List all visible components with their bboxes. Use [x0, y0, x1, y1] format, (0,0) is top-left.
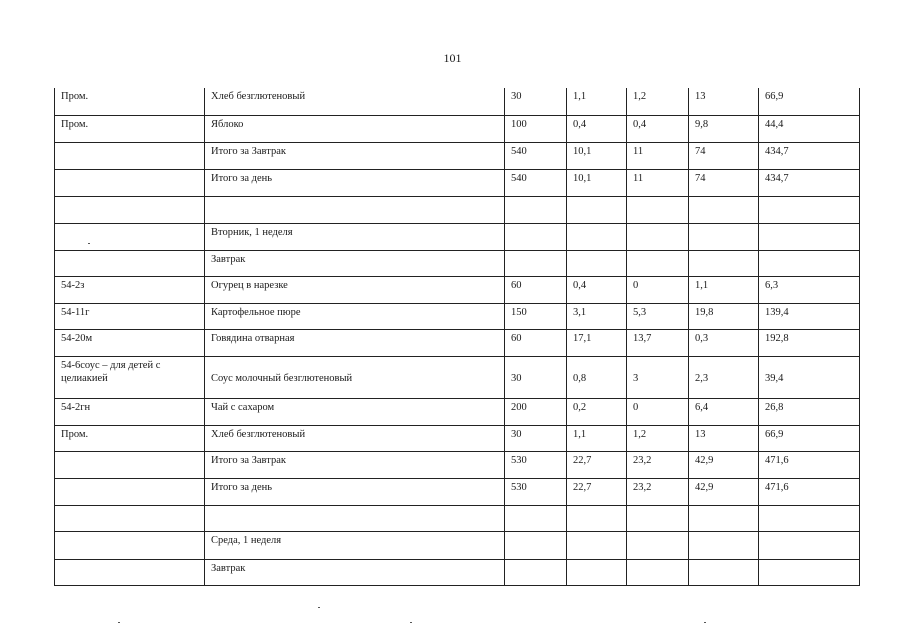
- cell-energy: 44,4: [759, 115, 860, 142]
- cell-protein: [567, 559, 627, 585]
- cell-protein: [567, 531, 627, 559]
- cell-carbs: [689, 559, 759, 585]
- scan-speck: [118, 622, 120, 623]
- table-row: [55, 451, 860, 478]
- scan-speck: [318, 607, 320, 608]
- cell-fat: 0: [627, 398, 689, 425]
- cell-dish: Итого за Завтрак: [205, 142, 505, 169]
- cell-energy: [759, 223, 860, 250]
- cell-portion: 30: [505, 425, 567, 451]
- table-row: [55, 356, 860, 398]
- cell-carbs: 2,3: [689, 356, 759, 398]
- cell-energy: 471,6: [759, 478, 860, 505]
- cell-protein: 10,1: [567, 169, 627, 196]
- table-row: [55, 88, 860, 115]
- cell-portion: 30: [505, 88, 567, 115]
- cell-protein: 1,1: [567, 425, 627, 451]
- cell-portion: 540: [505, 142, 567, 169]
- cell-energy: 434,7: [759, 142, 860, 169]
- cell-portion: [505, 250, 567, 276]
- cell-dish: [205, 505, 505, 531]
- scan-speck: [704, 622, 706, 623]
- cell-fat: [627, 559, 689, 585]
- cell-protein: 17,1: [567, 329, 627, 356]
- cell-fat: 0: [627, 276, 689, 303]
- cell-portion: 150: [505, 303, 567, 329]
- cell-fat: 0,4: [627, 115, 689, 142]
- cell-carbs: 42,9: [689, 478, 759, 505]
- cell-energy: 192,8: [759, 329, 860, 356]
- cell-portion: [505, 531, 567, 559]
- cell-fat: 23,2: [627, 451, 689, 478]
- menu-table: [54, 88, 860, 586]
- cell-protein: [567, 196, 627, 223]
- cell-dish: Вторник, 1 неделя: [205, 223, 505, 250]
- cell-code: Пром.: [55, 425, 205, 451]
- cell-code: [55, 223, 205, 250]
- table-row: [55, 531, 860, 559]
- cell-fat: [627, 196, 689, 223]
- cell-carbs: [689, 196, 759, 223]
- cell-carbs: 6,4: [689, 398, 759, 425]
- table-row: [55, 478, 860, 505]
- cell-portion: 60: [505, 329, 567, 356]
- table-row: [55, 303, 860, 329]
- cell-code: [55, 196, 205, 223]
- table-row: [55, 329, 860, 356]
- scan-speck: [88, 243, 90, 244]
- cell-protein: 0,2: [567, 398, 627, 425]
- cell-fat: 11: [627, 169, 689, 196]
- cell-energy: 434,7: [759, 169, 860, 196]
- cell-dish: Среда, 1 неделя: [205, 531, 505, 559]
- cell-energy: 471,6: [759, 451, 860, 478]
- cell-code: Пром.: [55, 88, 205, 115]
- cell-energy: 6,3: [759, 276, 860, 303]
- cell-carbs: 74: [689, 142, 759, 169]
- cell-code: 54-20м: [55, 329, 205, 356]
- cell-protein: [567, 223, 627, 250]
- cell-fat: [627, 505, 689, 531]
- cell-portion: 530: [505, 451, 567, 478]
- cell-portion: 100: [505, 115, 567, 142]
- cell-dish: Завтрак: [205, 559, 505, 585]
- cell-dish: Яблоко: [205, 115, 505, 142]
- cell-dish: Говядина отварная: [205, 329, 505, 356]
- table-row: [55, 142, 860, 169]
- cell-code: [55, 451, 205, 478]
- cell-portion: [505, 559, 567, 585]
- cell-code: [55, 478, 205, 505]
- cell-carbs: 42,9: [689, 451, 759, 478]
- cell-dish: Хлеб безглютеновый: [205, 425, 505, 451]
- cell-fat: 11: [627, 142, 689, 169]
- cell-fat: 5,3: [627, 303, 689, 329]
- cell-portion: 530: [505, 478, 567, 505]
- table-row: [55, 505, 860, 531]
- cell-carbs: [689, 505, 759, 531]
- cell-protein: 22,7: [567, 451, 627, 478]
- cell-dish: Хлеб безглютеновый: [205, 88, 505, 115]
- cell-energy: [759, 196, 860, 223]
- cell-portion: 30: [505, 356, 567, 398]
- table-row: [55, 196, 860, 223]
- table-row: [55, 398, 860, 425]
- cell-fat: 3: [627, 356, 689, 398]
- cell-dish: Завтрак: [205, 250, 505, 276]
- cell-protein: 1,1: [567, 88, 627, 115]
- cell-code: 54-2з: [55, 276, 205, 303]
- cell-protein: 0,4: [567, 276, 627, 303]
- cell-dish: Итого за Завтрак: [205, 451, 505, 478]
- cell-code: 54-6соус – для детей с целиакией: [55, 356, 205, 398]
- cell-code: [55, 250, 205, 276]
- cell-carbs: 0,3: [689, 329, 759, 356]
- table-row: [55, 559, 860, 585]
- table-row: [55, 115, 860, 142]
- cell-protein: [567, 250, 627, 276]
- page-number: 101: [443, 51, 462, 65]
- cell-code: [55, 531, 205, 559]
- table-row: [55, 250, 860, 276]
- cell-code: [55, 169, 205, 196]
- cell-energy: 66,9: [759, 425, 860, 451]
- cell-portion: 60: [505, 276, 567, 303]
- cell-protein: 22,7: [567, 478, 627, 505]
- cell-fat: 1,2: [627, 425, 689, 451]
- cell-protein: 3,1: [567, 303, 627, 329]
- scan-speck: [410, 622, 412, 623]
- cell-energy: [759, 505, 860, 531]
- cell-energy: 39,4: [759, 356, 860, 398]
- cell-dish: Огурец в нарезке: [205, 276, 505, 303]
- cell-carbs: 13: [689, 88, 759, 115]
- table-row: [55, 276, 860, 303]
- table-row: [55, 223, 860, 250]
- cell-protein: 0,4: [567, 115, 627, 142]
- cell-carbs: 9,8: [689, 115, 759, 142]
- cell-fat: 1,2: [627, 88, 689, 115]
- cell-energy: [759, 250, 860, 276]
- cell-energy: [759, 531, 860, 559]
- cell-code: [55, 559, 205, 585]
- cell-energy: 26,8: [759, 398, 860, 425]
- cell-fat: 13,7: [627, 329, 689, 356]
- cell-portion: 540: [505, 169, 567, 196]
- cell-protein: 10,1: [567, 142, 627, 169]
- cell-carbs: 74: [689, 169, 759, 196]
- cell-dish: Чай с сахаром: [205, 398, 505, 425]
- cell-energy: 66,9: [759, 88, 860, 115]
- cell-fat: [627, 223, 689, 250]
- cell-portion: 200: [505, 398, 567, 425]
- cell-carbs: [689, 250, 759, 276]
- cell-dish: Итого за день: [205, 169, 505, 196]
- cell-portion: [505, 196, 567, 223]
- cell-portion: [505, 505, 567, 531]
- cell-code: 54-2гн: [55, 398, 205, 425]
- cell-dish: Картофельное пюре: [205, 303, 505, 329]
- table-row: [55, 169, 860, 196]
- cell-code: Пром.: [55, 115, 205, 142]
- cell-fat: [627, 531, 689, 559]
- cell-carbs: 19,8: [689, 303, 759, 329]
- table-row: [55, 425, 860, 451]
- cell-fat: 23,2: [627, 478, 689, 505]
- cell-carbs: 1,1: [689, 276, 759, 303]
- cell-code: [55, 505, 205, 531]
- cell-fat: [627, 250, 689, 276]
- cell-dish: Соус молочный безглютеновый: [205, 356, 505, 398]
- cell-protein: 0,8: [567, 356, 627, 398]
- cell-energy: [759, 559, 860, 585]
- cell-carbs: [689, 531, 759, 559]
- cell-portion: [505, 223, 567, 250]
- cell-dish: [205, 196, 505, 223]
- cell-carbs: 13: [689, 425, 759, 451]
- cell-code: [55, 142, 205, 169]
- cell-protein: [567, 505, 627, 531]
- cell-carbs: [689, 223, 759, 250]
- cell-code: 54-11г: [55, 303, 205, 329]
- cell-energy: 139,4: [759, 303, 860, 329]
- cell-dish: Итого за день: [205, 478, 505, 505]
